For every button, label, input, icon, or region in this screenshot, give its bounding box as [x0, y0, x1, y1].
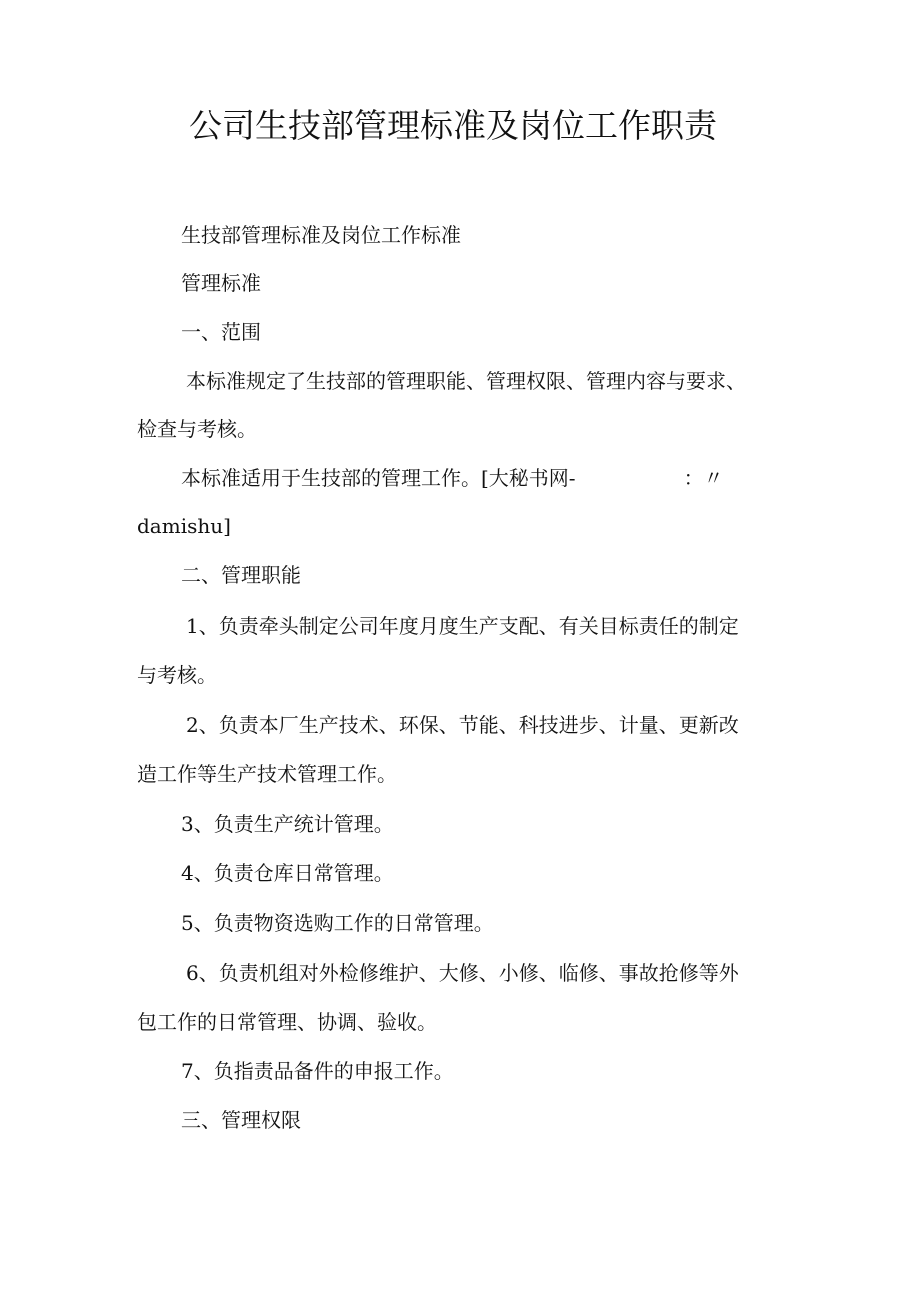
- scope-paragraph-2-line-2: damishu]: [137, 514, 231, 538]
- function-item-2-line-1: 2、负责本厂生产技术、环保、节能、科技进步、计量、更新改: [186, 713, 739, 737]
- scope-paragraph-2-line-1: [181, 464, 724, 492]
- function-item-1-line-2: 与考核。: [137, 663, 217, 687]
- function-item-4: 4、负责仓库日常管理。: [181, 861, 394, 885]
- subtitle: 生技部管理标准及岗位工作标准: [181, 223, 461, 247]
- scope-paragraph-2-text: 本标准适用于生技部的管理工作。[大秘书网-: [181, 466, 576, 490]
- scope-paragraph-1-line-2: 检查与考核。: [137, 417, 257, 441]
- authority-heading: 三、管理权限: [181, 1108, 301, 1132]
- scope-paragraph-2-tail: ：〃: [683, 466, 724, 490]
- function-item-7: 7、负指责品备件的申报工作。: [181, 1059, 454, 1083]
- section-label: 管理标准: [181, 271, 261, 295]
- document-title: 公司生技部管理标准及岗位工作职责: [189, 106, 717, 145]
- scope-heading: 一、范围: [181, 320, 261, 344]
- functions-heading: 二、管理职能: [181, 563, 301, 587]
- function-item-3: 3、负责生产统计管理。: [181, 812, 394, 836]
- function-item-1-line-1: 1、负责牵头制定公司年度月度生产支配、有关目标责任的制定: [186, 614, 739, 638]
- function-item-5: 5、负责物资选购工作的日常管理。: [181, 911, 494, 935]
- scope-paragraph-1-line-1: 本标准规定了生技部的管理职能、管理权限、管理内容与要求、: [186, 369, 746, 393]
- function-item-2-line-2: 造工作等生产技术管理工作。: [137, 762, 397, 786]
- function-item-6-line-2: 包工作的日常管理、协调、验收。: [137, 1010, 437, 1034]
- function-item-6-line-1: 6、负责机组对外检修维护、大修、小修、临修、事故抢修等外: [186, 961, 739, 985]
